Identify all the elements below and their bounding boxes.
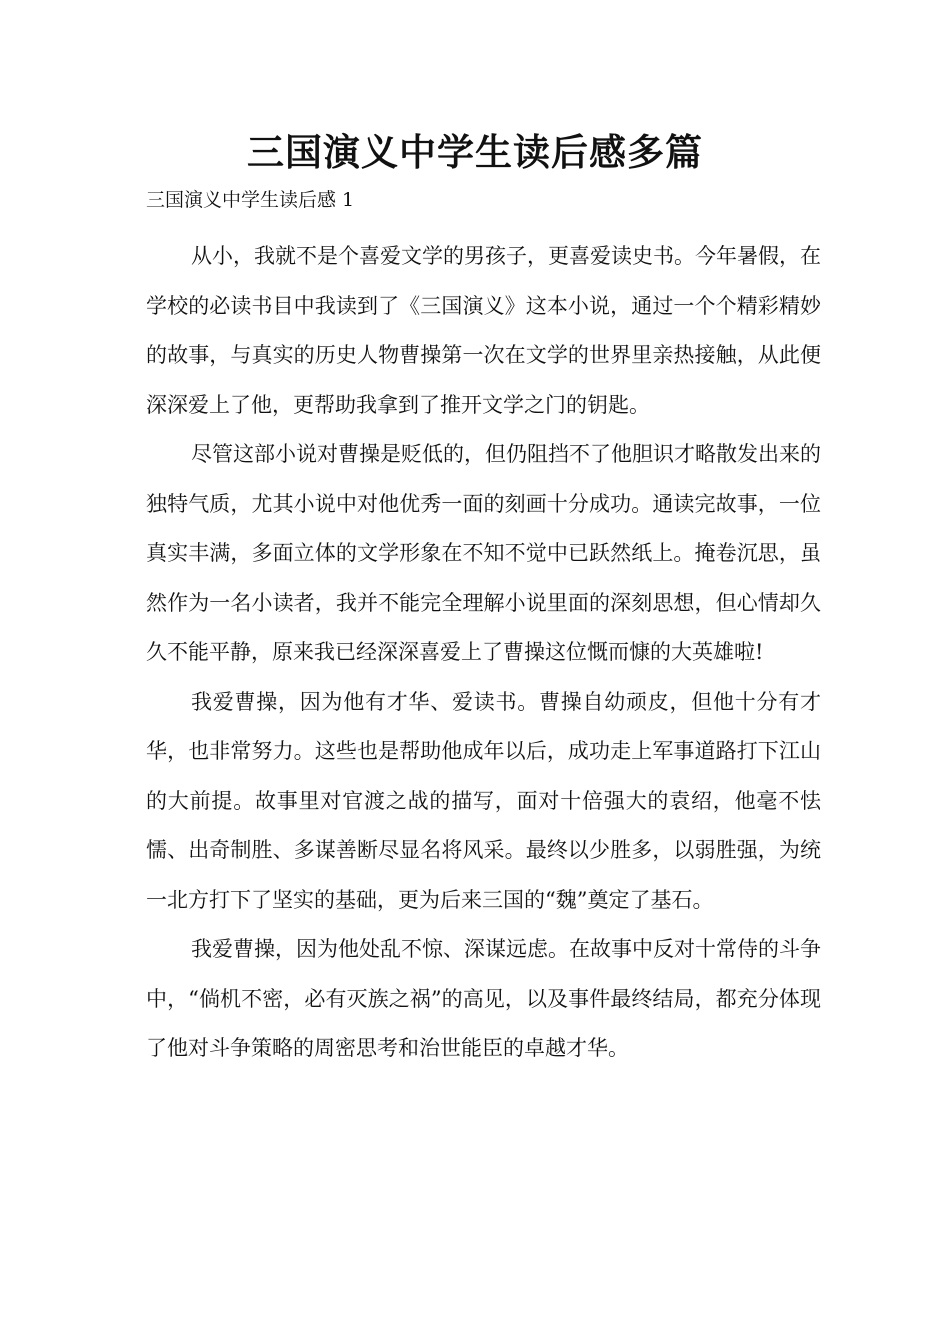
paragraph-2: 尽管这部小说对曹操是贬低的，但仍阻挡不了他胆识才略散发出来的独特气质，尤其小说中对他优秀一面的刻画十分成功。通读完故事，一位真实丰满，多面立体的文学形象在不知不觉中已跃然纸上。掩卷沉思，虽然作为一名小读者，我并不能完全理解小说里面的深刻思想，但心情却久久不能平静，原来我已经深深喜爱上了曹操这位慨而慷的大英雄啦! [146, 442, 821, 664]
paragraph-1: 从小，我就不是个喜爱文学的男孩子，更喜爱读史书。今年暑假，在学校的必读书目中我读到了《三国演义》这本小说，通过一个个精彩精妙的故事，与真实的历史人物曹操第一次在文学的世界里亲热接触，从此便深深爱上了他，更帮助我拿到了推开文学之门的钥匙。 [146, 244, 821, 417]
paragraph-3: 我爱曹操，因为他有才华、爱读书。曹操自幼顽皮，但他十分有才华，也非常努力。这些也是帮助他成年以后，成功走上军事道路打下江山的大前提。故事里对官渡之战的描写，面对十倍强大的袁绍，他毫不怯懦、出奇制胜、多谋善断尽显名将风采。最终以少胜多，以弱胜强，为统一北方打下了坚实的基础，更为后来三国的“魏”奠定了基石。 [146, 689, 821, 912]
document-body [146, 232, 821, 1074]
document-title: 三国演义中学生读后感多篇 [247, 130, 703, 174]
paragraph-4: 我爱曹操，因为他处乱不惊、深谋远虑。在故事中反对十常侍的斗争中，“倘机不密，必有灭族之祸”的高见，以及事件最终结局，都充分体现了他对斗争策略的周密思考和治世能臣的卓越才华。 [146, 937, 821, 1060]
section-heading: 三国演义中学生读后感 1 [146, 189, 355, 211]
